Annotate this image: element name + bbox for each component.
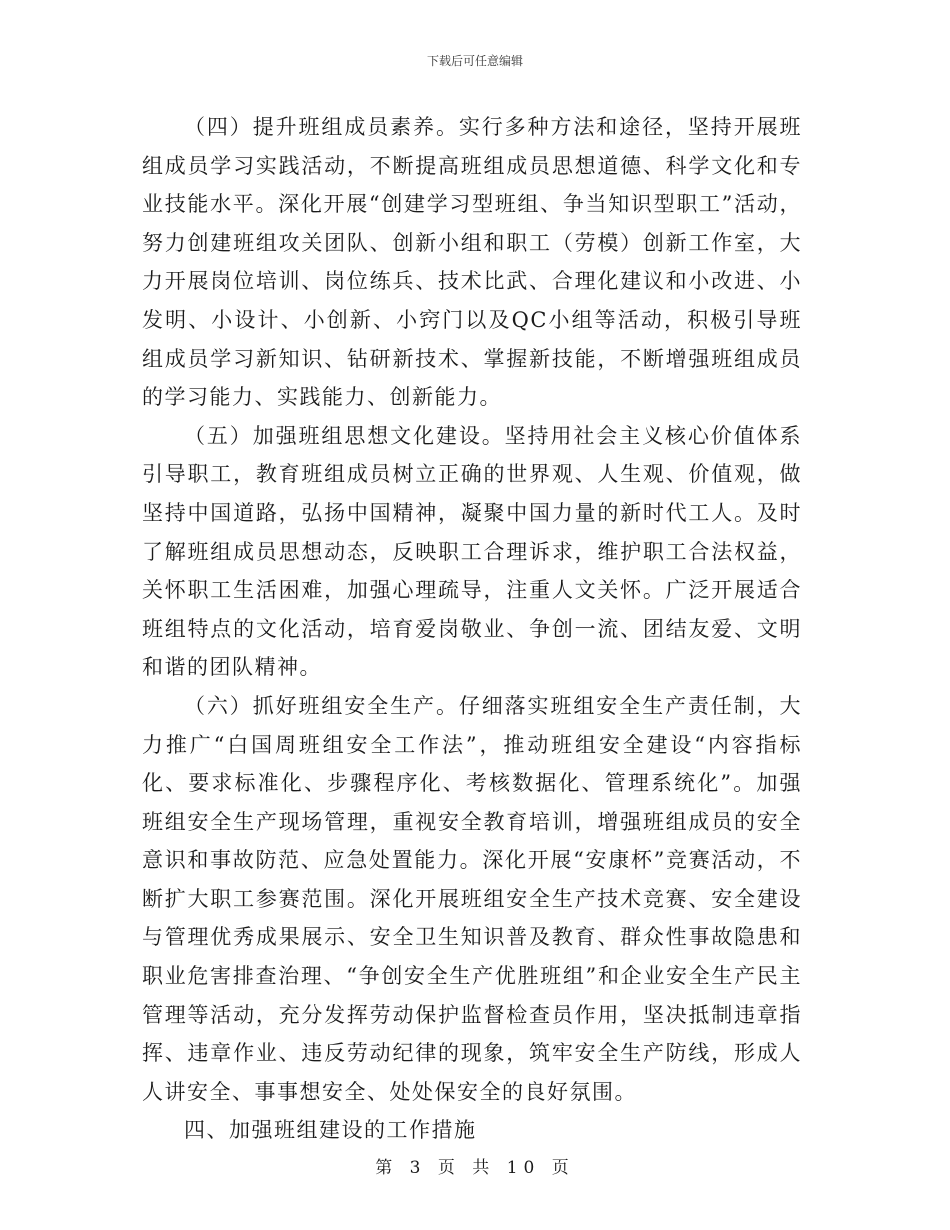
paragraph-5-culture-building: （五）加强班组思想文化建设。坚持用社会主义核心价值体系引导职工，教育班组成员树立正确的世界观、人生观、价值观，做坚持中国道路，弘扬中国精神，凝聚中国力量的新时代工人。及时了解班组成员思想动态，反映职工合理诉求，维护职工合法权益，关怀职工生活困难，加强心理疏导，注重人文关怀。广泛开展适合班组特点的文化活动，培育爱岗敬业、争创一流、团结友爱、文明和谐的团队精神。 <box>142 423 802 680</box>
page-number: 第 3 页 共 10 页 <box>375 1158 575 1178</box>
paragraph-6-safety-production: （六）抓好班组安全生产。仔细落实班组安全生产责任制，大力推广“白国周班组安全工作法”，推动班组安全建设“内容指标化、要求标准化、步骤程序化、考核数据化、管理系统化”。加强班组安全生产现场管理，重视安全教育培训，增强班组成员的安全意识和事故防范、应急处置能力。深化开展“安康杯”竞赛活动，不断扩大职工参赛范围。深化开展班组安全生产技术竞赛、安全建设与管理优秀成果展示、安全卫生知识普及教育、群众性事故隐患和职业危害排查治理、“争创安全生产优胜班组”和企业安全生产民主管理等活动，充分发挥劳动保护监督检查员作用，坚决抵制违章指挥、违章作业、违反劳动纪律的现象，筑牢安全生产防线，形成人人讲安全、事事想安全、处处保安全的良好氛围。 <box>142 693 802 1104</box>
paragraph-4-member-quality: （四）提升班组成员素养。实行多种方法和途径，坚持开展班组成员学习实践活动，不断提高班组成员思想道德、科学文化和专业技能水平。深化开展“创建学习型班组、争当知识型职工”活动，努力创建班组攻关团队、创新小组和职工（劳模）创新工作室，大力开展岗位培训、岗位练兵、技术比武、合理化建议和小改进、小发明、小设计、小创新、小窍门以及QC小组等活动，积极引导班组成员学习新知识、钻研新技术、掌握新技能，不断增强班组成员的学习能力、实践能力、创新能力。 <box>142 115 802 410</box>
document-body <box>142 108 802 1150</box>
section-heading: 四、加强班组建设的工作措施 <box>184 1118 477 1143</box>
page-header-note: 下载后可任意编辑 <box>426 54 523 68</box>
